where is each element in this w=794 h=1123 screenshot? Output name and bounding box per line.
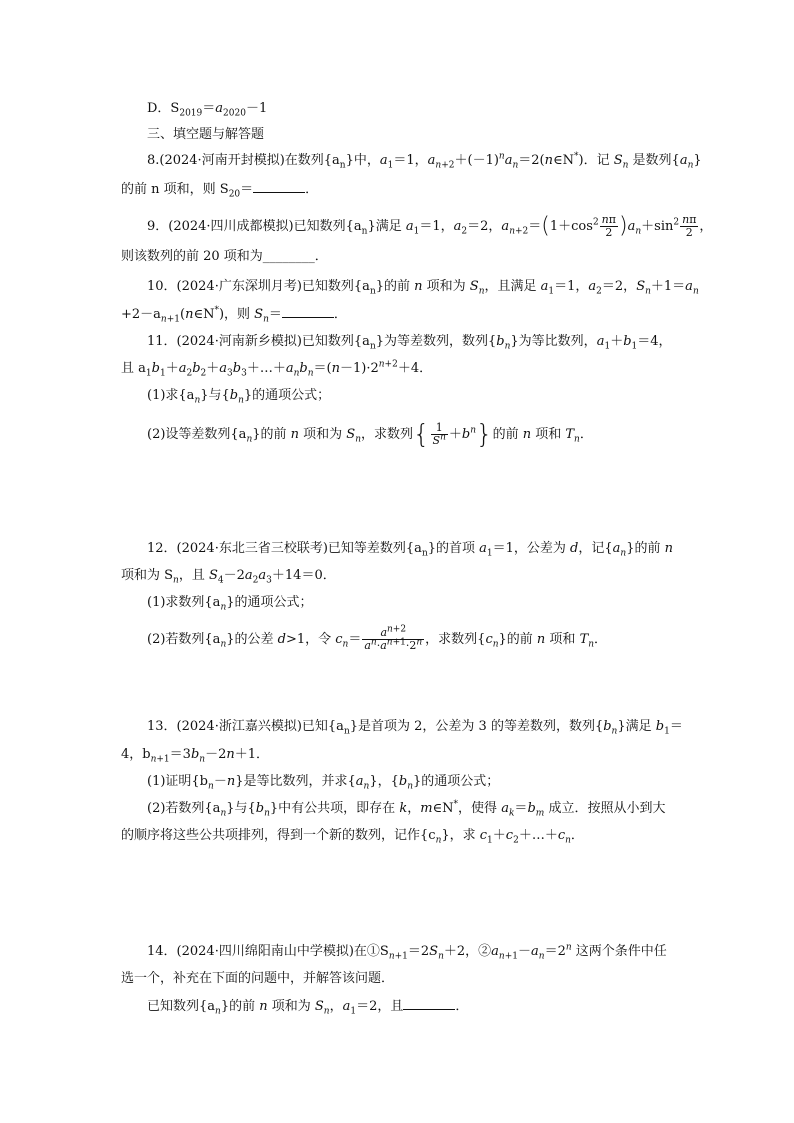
- question-11-part-2: (2)设等差数列$\{a_n\}$的前 n 项和为 $S_n$，求数列{ $\frac{1}{S^n}$ $+b^n$}的前 n 项和 $T_n$．: [147, 419, 593, 450]
- question-12-part-1: (1)求数列$\{a_n\}$的通项公式；: [147, 595, 313, 613]
- question-13-line-1: 13．(2024·浙江嘉兴模拟)已知$\{a_n\}$是首项为 2，公差为 3 的等差数列，数列$\{b_n\}$满足 $b_1=$: [147, 719, 683, 737]
- question-12-line-2: 项和为 $S_n$，且 $S_4-2a_2a_3+14=0$．: [121, 568, 336, 586]
- question-14-line-2: 选一个，补充在下面的问题中，并解答该问题．: [121, 971, 395, 986]
- question-12-part-2: (2)若数列$\{a_n\}$的公差 d>1，令 $c_n=$ $\frac{a^{n+2}}{a^n\cdot a^{n+1}\cdot 2^n}$ ，求数列$\{c_n\}$的前 n 项和 $T_n$．: [147, 624, 608, 652]
- question-13-line-2: 4，$b_{n+1}=3b_n-2n+1$．: [121, 747, 270, 765]
- question-10-line-2: $+2-a_{n+1}(n\in N^*)$，则 $S_n=$ ．: [121, 305, 347, 325]
- question-14-line-3: 已知数列$\{a_n\}$的前 n 项和为 $S_n$，$a_1=2$，且 ．: [147, 999, 469, 1017]
- question-12-line-1: 12．(2024·东北三省三校联考)已知等差数列$\{a_n\}$的首项 $a_1=1$，公差为 d，记$\{a_n\}$的前 n: [147, 541, 673, 559]
- question-11-part-1: (1)求$\{a_n\}$与$\{b_n\}$的通项公式；: [147, 388, 331, 406]
- question-9-line-2: 则该数列的前 20 项和为________．: [121, 249, 328, 264]
- question-11-line-1: 11．(2024·河南新乡模拟)已知数列$\{a_n\}$为等差数列，数列$\{b_n\}$为等比数列，$a_1+b_1=4$，: [147, 334, 672, 352]
- question-13-part-2: (2)若数列$\{a_n\}$与$\{b_n\}$中有公共项，即存在 k，m∈N*，使得 $a_k=b_m$ 成立．按照从小到大: [147, 799, 666, 819]
- question-9-line-1: 9．(2024·四川成都模拟)已知数列$\{a_n\}$满足 $a_1=1$，$a_2=2$，$a_{n+2}=(1+\cos^2$ $\frac{n\pi}{2}$ )$a_n+\sin^2$ $\frac{n\pi}{2}$ ，: [147, 213, 713, 239]
- section-heading: 三、填空题与解答题: [147, 127, 265, 142]
- question-10-line-1: 10．(2024·广东深圳月考)已知数列$\{a_n\}$的前 n 项和为 $S_n$，且满足 $a_1=1$，$a_2=2$，$S_n+1=a_n$: [147, 279, 699, 297]
- question-14-line-1: 14．(2024·四川绵阳南山中学模拟)在$①S_{n+1}=2S_n+2$，$②a_{n+1}-a_n=2^n$ 这两个条件中任: [147, 942, 667, 962]
- option-d: D．$S_{2019}=a_{2020}-1$: [147, 101, 268, 119]
- question-13-part-1: (1)证明$\{b_n-n\}$是等比数列，并求$\{a_n\}$，$\{b_n\}$的通项公式；: [147, 774, 500, 792]
- question-11-line-2: 且 $a_1b_1+a_2b_2+a_3b_3+\dots+a_nb_n=(n-1)\cdot 2^{n+2}+4$．: [121, 359, 433, 379]
- question-8-line-2: 的前 n 项和，则 $S_{20}=$ ．: [121, 182, 319, 200]
- question-8-line-1: 8.(2024·河南开封模拟)在数列$\{a_n\}$中，$a_1=1$，$a_{n+2}+(-1)^na_n=2(n\in N^*)$．记 $S_n$ 是数列$\{a_n\}$: [147, 151, 702, 171]
- question-13-part-2-line-2: 的顺序将这些公共项排列，得到一个新的数列，记作$\{c_n\}$，求 $c_1+c_2+\dots+c_n$．: [121, 828, 584, 846]
